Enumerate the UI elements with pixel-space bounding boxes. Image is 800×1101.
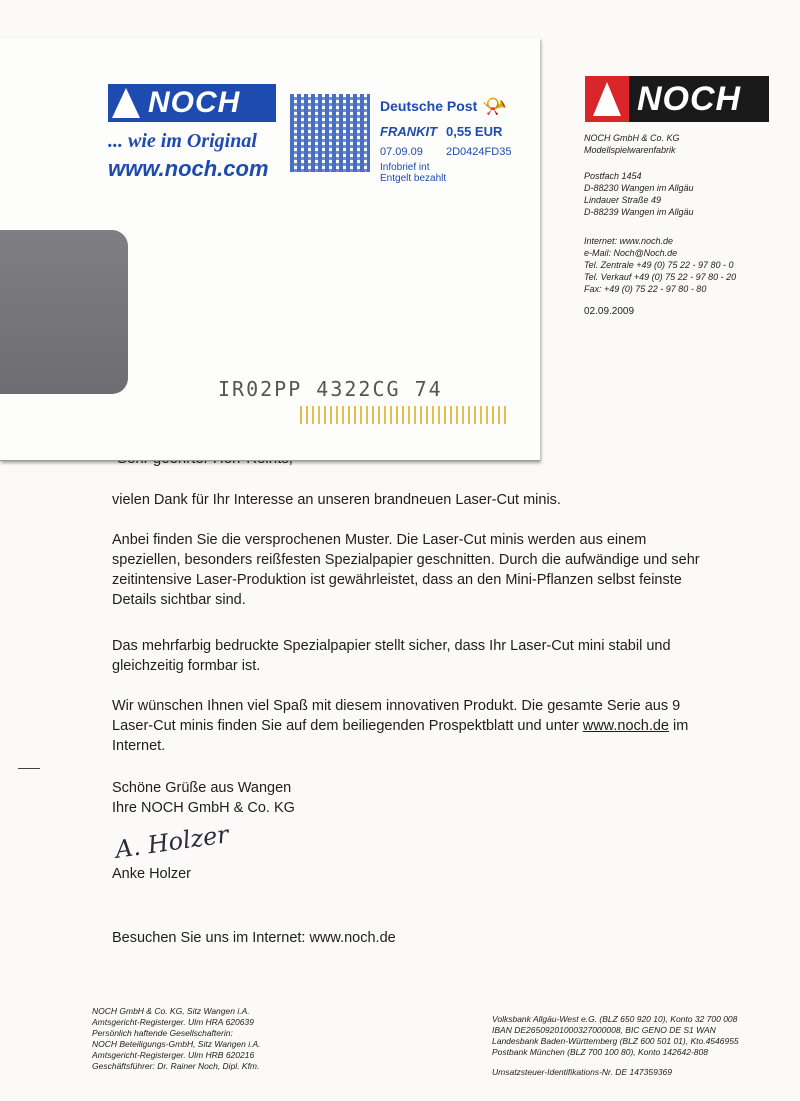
footer-left-line: Amtsgericht-Registerger. Ulm HRA 620639 [92,1017,254,1027]
footer-left-line: NOCH Beteiligungs-GmbH, Sitz Wangen i.A. [92,1039,261,1049]
paragraph-samples: Anbei finden Sie die versprochenen Muster. Die Laser-Cut minis werden aus einem speziellen, besonders reißfesten Spezialpapier geschnitten. Durch die aufwändige und sehr zeitintensive Laser-Produktion ist gewährleistet, dass an den Mini-Pflanzen selbst feinste Details sichtbar sind. [112,532,700,608]
postage-brand: Deutsche Post [380,98,478,114]
letter-date: 02.09.2009 [584,306,635,317]
paragraph-series [112,696,702,756]
footer-right [492,1014,739,1078]
company-name: NOCH GmbH & Co. KG [584,133,680,143]
postal-barcode [300,406,508,424]
address-block [584,170,694,218]
postage-amount: 0,55 EUR [446,124,503,139]
address-line: Postfach 1454 [584,171,642,181]
letterhead-logo-text: NOCH [637,80,742,118]
footer-bank-line: Postbank München (BLZ 700 100 80), Konto 142642-808 [492,1047,708,1057]
post-horn-icon: 📯 [482,96,507,118]
paragraph-paper: Das mehrfarbig bedruckte Spezialpapier stellt sicher, dass Ihr Laser-Cut mini stabil und gleichzeitig formbar ist. [112,638,671,674]
footer-bank-line: Volksbank Allgäu-West e.G. (BLZ 650 920 10), Konto 32 700 008 [492,1014,738,1024]
footer-left-line: Geschäftsführer: Dr. Rainer Noch, Dipl. Kfm. [92,1061,260,1071]
envelope-window [0,230,128,394]
envelope-logo [108,84,276,122]
signer-name: Anke Holzer [112,866,191,882]
footer-bank-line: Landesbank Baden-Württemberg (BLZ 600 501 01), Kto.4546955 [492,1036,739,1046]
envelope [0,38,540,461]
contact-line: Internet: www.noch.de [584,236,674,246]
address-line: D-88239 Wangen im Allgäu [584,207,694,217]
frankit-label: FRANKIT [380,124,438,139]
barcode-number: IR02PP 4322CG 74 [218,377,443,401]
footer-bank-line: IBAN DE26509201000327000008, BIC GENO DE S1 WAN [492,1025,716,1035]
company-type: Modellspielwarenfabrik [584,145,676,155]
contact-line: Tel. Verkauf +49 (0) 75 22 - 97 80 - 20 [584,272,737,282]
logo-triangle-icon [593,82,621,116]
contact-line: Tel. Zentrale +49 (0) 75 22 - 97 80 - 0 [584,260,734,270]
closing-line-2: Ihre NOCH GmbH & Co. KG [112,800,295,816]
noch-website-link[interactable]: www.noch.de [582,718,669,734]
series-text-end: im Internet. [112,718,689,754]
contact-block [584,235,736,295]
footer-left [92,1006,261,1072]
closing-line-1: Schöne Grüße aus Wangen [112,780,292,796]
postage-code: 2D0424FD35 [446,146,512,158]
logo-triangle-icon [112,88,140,118]
envelope-website: www.noch.com [108,156,269,181]
footer-left-line: NOCH GmbH & Co. KG, Sitz Wangen i.A. [92,1006,250,1016]
address-line: D-88230 Wangen im Allgäu [584,183,694,193]
contact-line: e-Mail: Noch@Noch.de [584,248,678,258]
signature: A. Holzer [113,820,231,864]
postage-matrix-code [290,94,370,172]
contact-line: Fax: +49 (0) 75 22 - 97 80 - 80 [584,284,707,294]
paragraph-thanks: vielen Dank für Ihr Interesse an unseren brandneuen Laser-Cut minis. [112,492,561,508]
fold-mark [18,768,40,769]
footer-vat: Umsatzsteuer-Identifikations-Nr. DE 147359369 [492,1067,673,1077]
letterhead-logo [585,76,769,122]
footer-left-line: Amtsgericht-Registerger. Ulm HRB 620216 [92,1050,255,1060]
address-line: Lindauer Straße 49 [584,195,662,205]
postage-info-line: Infobrief int [380,162,430,173]
postage-date: 07.09.09 [380,146,423,158]
series-text: Wir wünschen Ihnen viel Spaß mit diesem innovativen Produkt. Die gesamte Serie aus 9 Laser-Cut minis finden Sie auf dem beiliegenden Prospektblatt und unter [112,698,681,734]
postage-info [380,162,490,184]
company-block [584,132,680,156]
footer-left-line: Persönlich haftende Gesellschafterin: [92,1028,233,1038]
visit-website-line: Besuchen Sie uns im Internet: www.noch.de [112,930,396,946]
postage-info-line: Entgelt bezahlt [380,173,447,184]
envelope-slogan: ... wie im Original [108,130,257,152]
envelope-logo-text: NOCH [148,86,241,119]
